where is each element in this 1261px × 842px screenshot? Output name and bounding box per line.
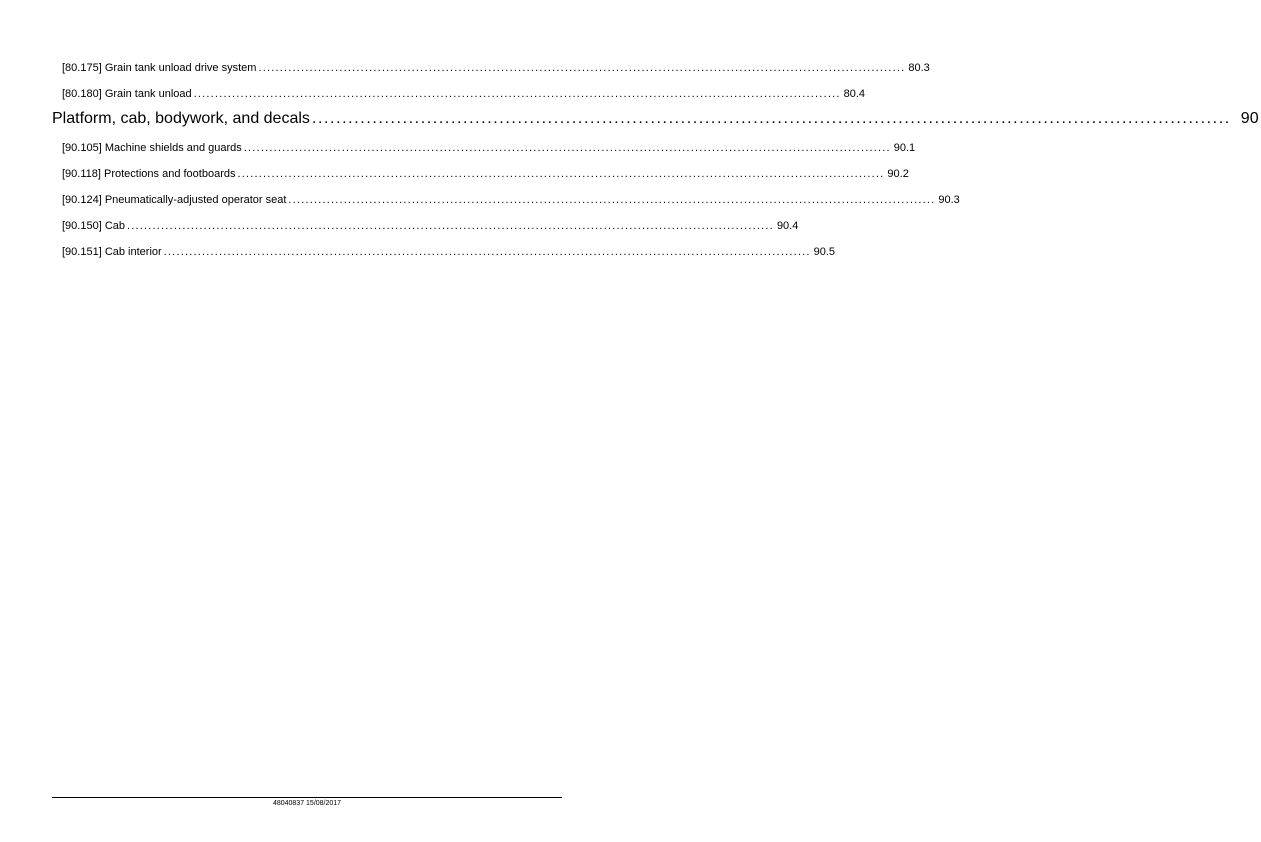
- toc-dot-leader: ........................................................................................................................................................: [127, 220, 774, 232]
- toc-dot-leader: ........................................................................................................................................................: [311, 110, 1231, 127]
- toc-entry-page: 90.4: [776, 220, 799, 232]
- toc-dot-leader: ........................................................................................................................................................: [243, 142, 891, 154]
- toc-entry-title: [90.150] Cab: [62, 220, 125, 232]
- toc-section-platform-cab[interactable]: [52, 110, 1259, 128]
- toc-entry-title: [80.175] Grain tank unload drive system: [62, 62, 257, 74]
- toc-entry-90-150[interactable]: [52, 220, 799, 233]
- footer-divider: [52, 797, 562, 798]
- toc-entry-title: [90.118] Protections and footboards: [62, 168, 236, 180]
- toc-entry-90-105[interactable]: [52, 142, 916, 155]
- toc-dot-leader: ........................................................................................................................................................: [193, 88, 841, 100]
- toc-entry-page: 90.2: [887, 168, 909, 180]
- toc-entry-80-175[interactable]: [52, 62, 930, 75]
- toc-entry-title: [80.180] Grain tank unload: [62, 88, 192, 100]
- toc-entry-90-151[interactable]: [52, 246, 836, 259]
- toc-section-page: 90: [1240, 110, 1259, 127]
- toc-entry-90-118[interactable]: [52, 168, 909, 181]
- toc-entry-80-180[interactable]: [52, 88, 866, 101]
- toc-dot-leader: ........................................................................................................................................................: [163, 246, 811, 258]
- toc-entry-page: 80.4: [843, 88, 866, 100]
- toc-dot-leader: ........................................................................................................................................................: [237, 168, 885, 180]
- toc-entry-90-124[interactable]: [52, 194, 960, 207]
- toc-entry-page: 80.3: [908, 62, 930, 74]
- table-of-contents: [52, 62, 1259, 272]
- toc-dot-leader: ........................................................................................................................................................: [288, 194, 936, 206]
- toc-section-title: Platform, cab, bodywork, and decals: [52, 110, 310, 127]
- toc-entry-title: [90.105] Machine shields and guards: [62, 142, 242, 154]
- footer-document-id: 48040837 15/08/2017: [272, 800, 342, 807]
- toc-dot-leader: ........................................................................................................................................................: [258, 62, 906, 74]
- toc-entry-title: [90.151] Cab interior: [62, 246, 162, 258]
- toc-entry-page: 90.1: [893, 142, 916, 154]
- toc-entry-page: 90.5: [813, 246, 836, 258]
- toc-entry-title: [90.124] Pneumatically-adjusted operator seat: [62, 194, 287, 206]
- toc-entry-page: 90.3: [938, 194, 960, 206]
